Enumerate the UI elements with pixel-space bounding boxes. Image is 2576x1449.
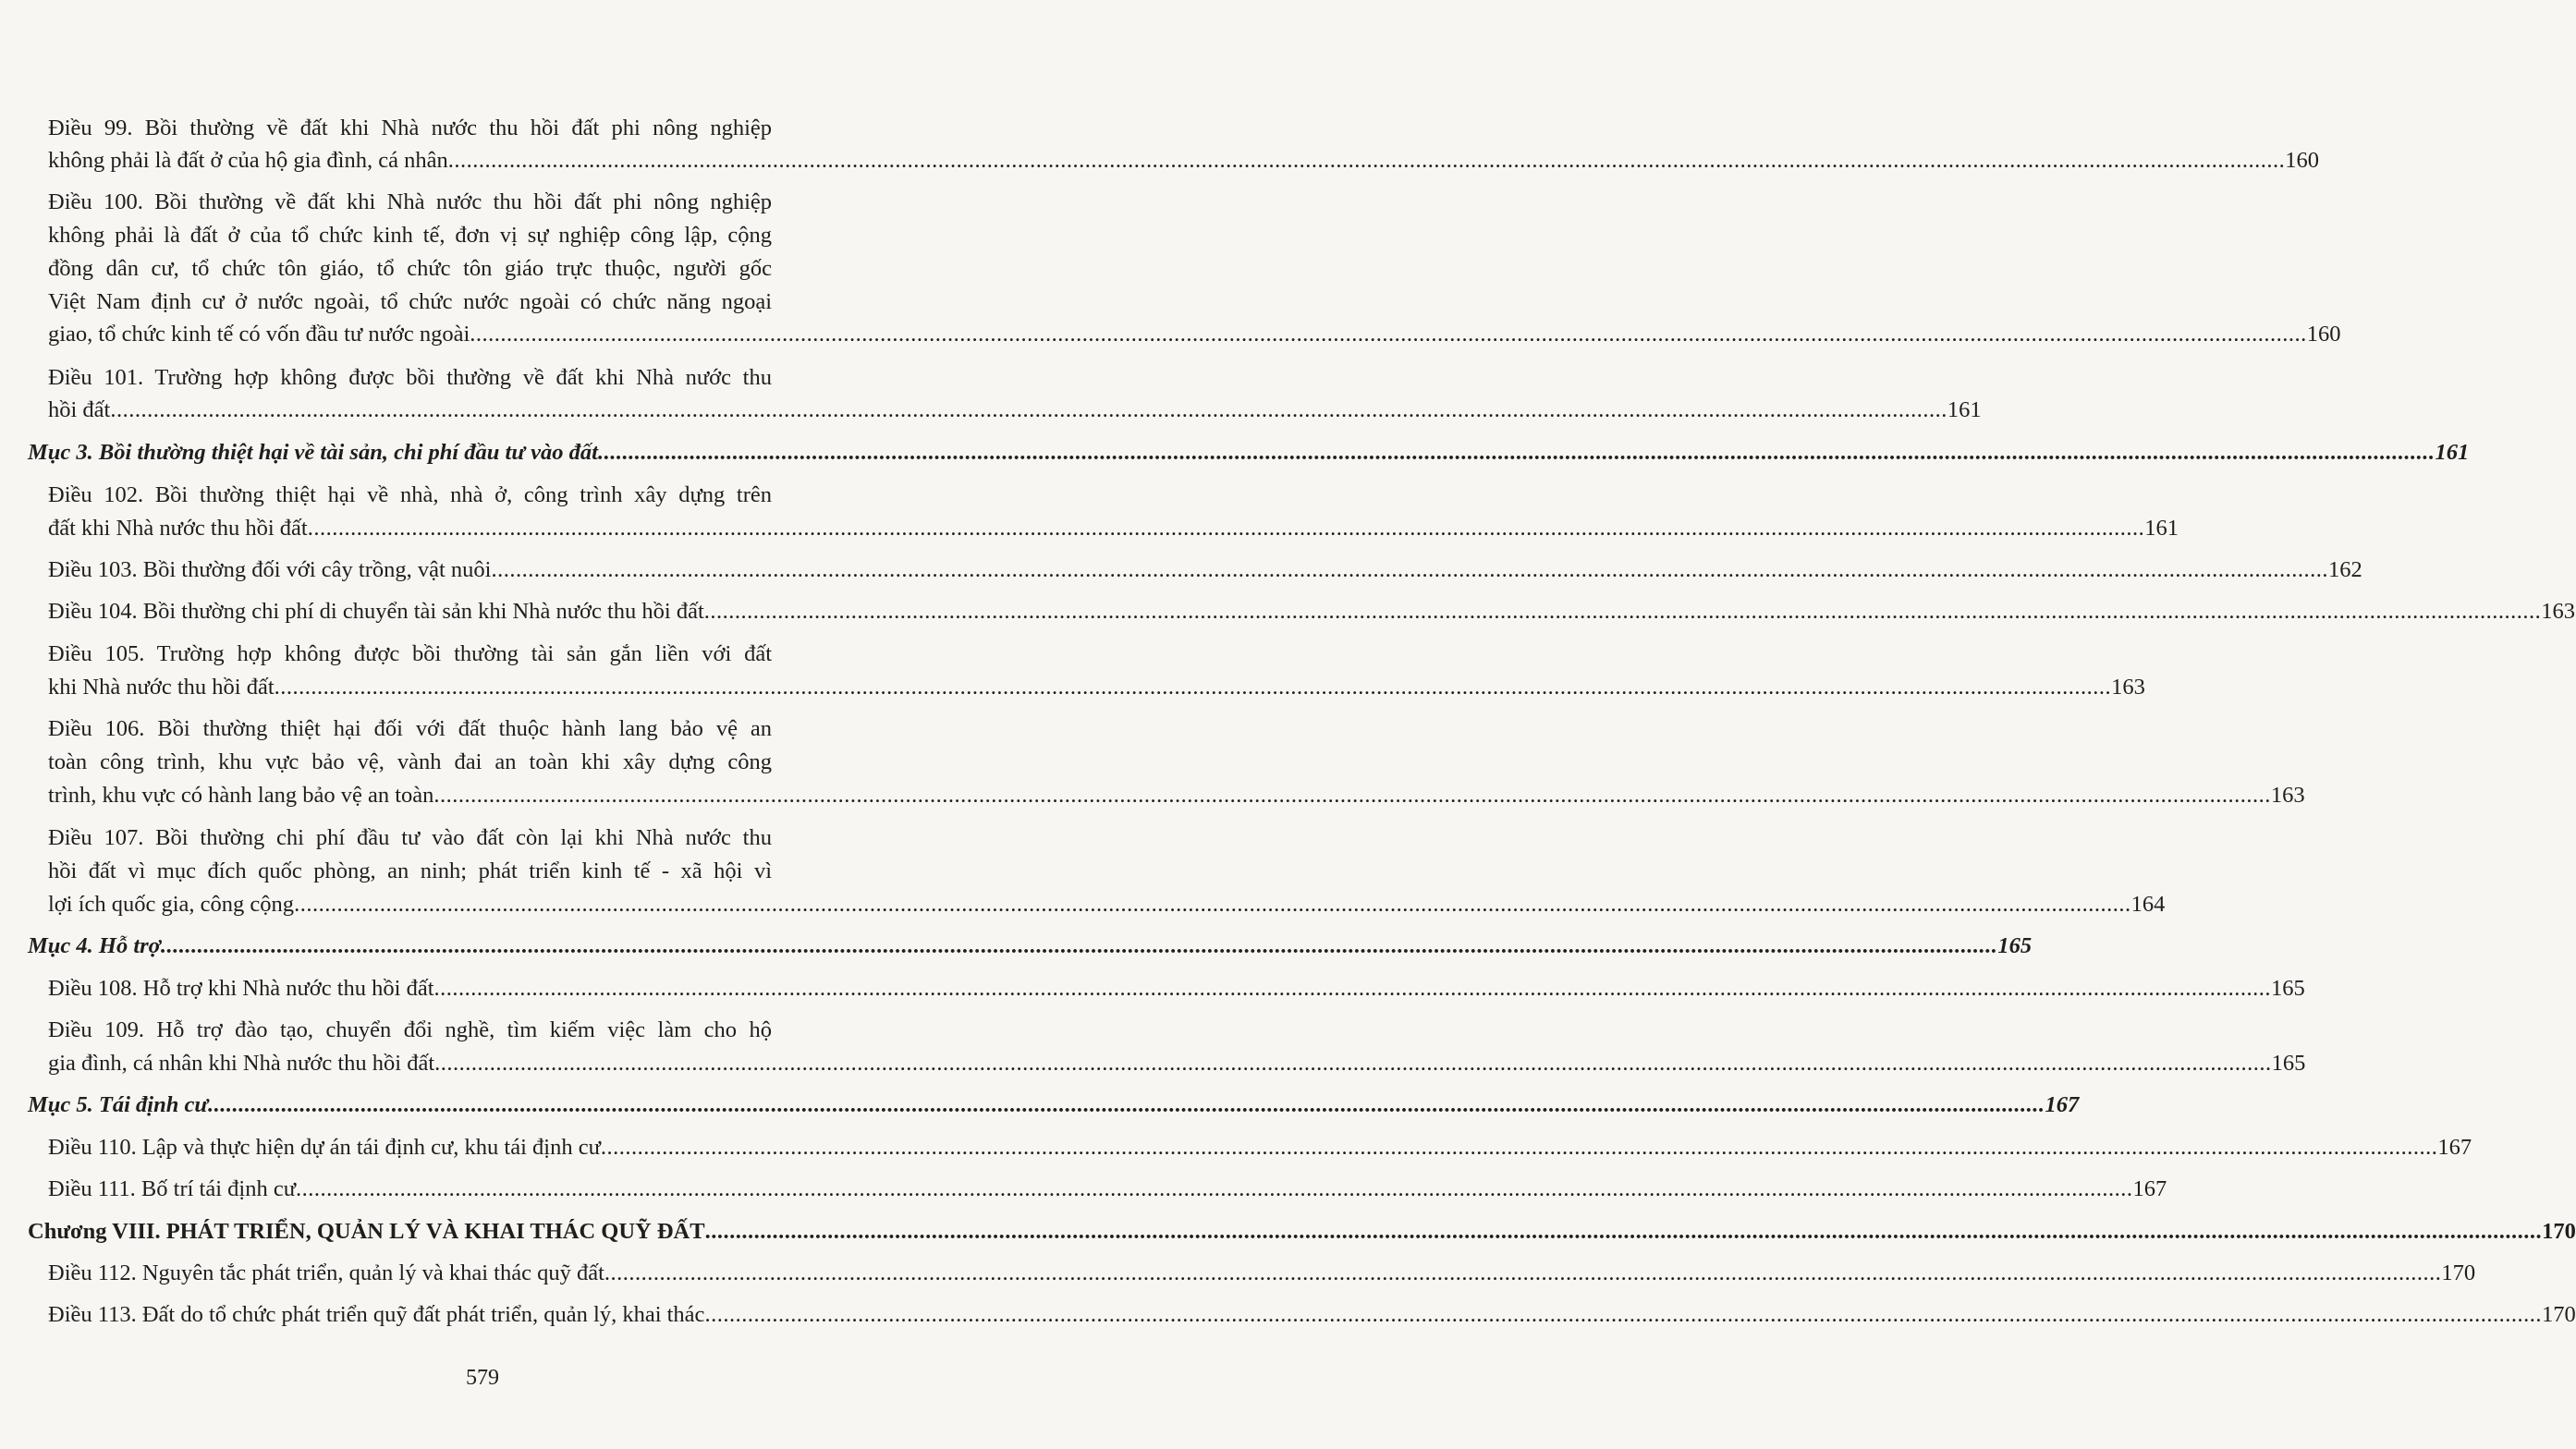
toc-entry-title: khi Nhà nước thu hồi đất [48, 675, 275, 700]
page-number: 579 [466, 1366, 499, 1390]
toc-entry-article [48, 394, 1982, 427]
dot-leader: ............................................................................................................................................................................................................................................................................................................ [703, 599, 2542, 624]
toc-page-number: 165 [1997, 933, 2033, 958]
toc-entry-section [28, 1089, 2080, 1122]
toc-entry-title: lợi ích quốc gia, công cộng [48, 892, 295, 917]
toc-page-number: 167 [2045, 1092, 2080, 1117]
toc-entry-article [48, 671, 2145, 704]
toc-entry-article [48, 512, 2179, 545]
toc-page-number: 170 [2541, 1302, 2576, 1327]
toc-entry-article [48, 779, 2305, 812]
toc-entry-title: Điều 112. Nguyên tắc phát triển, quản lý và khai thác quỹ đất [48, 1260, 604, 1285]
dot-leader: ............................................................................................................................................................................................................................................................................................................ [597, 440, 2436, 465]
toc-entry-line: toàn công trình, khu vực bảo vệ, vành đai an toàn khi xây dựng công [48, 749, 772, 774]
toc-page-number: 163 [2541, 599, 2576, 624]
toc-entry-article [48, 1298, 2576, 1332]
dot-leader: ............................................................................................................................................................................................................................................................................................................ [470, 322, 2307, 347]
toc-page-number: 167 [2437, 1135, 2472, 1160]
toc-entry-title: Mục 3. Bồi thường thiệt hại về tài sản, chi phí đầu tư vào đất [28, 440, 598, 465]
toc-entry-line: Điều 107. Bồi thường chi phí đầu tư vào đất còn lại khi Nhà nước thu [48, 825, 772, 850]
toc-entry-article [48, 888, 2166, 921]
toc-entry-title: hồi đất [48, 397, 111, 422]
dot-leader: ............................................................................................................................................................................................................................................................................................................ [434, 1051, 2272, 1076]
toc-page-number: 160 [2306, 322, 2341, 347]
toc-page-number: 161 [2435, 440, 2470, 465]
toc-entry-title: gia đình, cá nhân khi Nhà nước thu hồi đất [48, 1051, 435, 1076]
toc-entry-section [28, 930, 2033, 963]
toc-entry-title: Điều 108. Hỗ trợ khi Nhà nước thu hồi đất [48, 976, 434, 1001]
dot-leader: ............................................................................................................................................................................................................................................................................................................ [604, 1260, 2442, 1285]
toc-entry-article [48, 1257, 2476, 1290]
dot-leader: ............................................................................................................................................................................................................................................................................................................ [600, 1135, 2438, 1160]
toc-entry-title: đất khi Nhà nước thu hồi đất [48, 516, 308, 541]
toc-entry-article [48, 595, 2576, 628]
toc-entry-line: Điều 109. Hỗ trợ đào tạo, chuyển đổi nghề, tìm kiếm việc làm cho hộ [48, 1017, 772, 1042]
toc-entry-line: Điều 99. Bồi thường về đất khi Nhà nước thu hồi đất phi nông nghiệp [48, 116, 772, 140]
dot-leader: ............................................................................................................................................................................................................................................................................................................ [433, 783, 2271, 808]
dot-leader: ............................................................................................................................................................................................................................................................................................................ [296, 1176, 2133, 1201]
toc-page-number: 162 [2327, 557, 2362, 582]
toc-entry-section [28, 436, 2470, 469]
toc-page-number: 163 [2111, 675, 2145, 700]
toc-page-number: 165 [2271, 976, 2305, 1001]
dot-leader: ............................................................................................................................................................................................................................................................................................................ [433, 976, 2272, 1001]
dot-leader: ............................................................................................................................................................................................................................................................................................................ [160, 933, 1998, 958]
toc-entry-line: Điều 105. Trường hợp không được bồi thường tài sản gắn liền với đất [48, 641, 772, 666]
toc-entry-line: hồi đất vì mục đích quốc phòng, an ninh; phát triển kinh tế - xã hội vì [48, 858, 772, 883]
toc-page-number: 161 [1947, 397, 1982, 422]
toc-page-number: 164 [2130, 892, 2166, 917]
toc-entry-line: Điều 101. Trường hợp không được bồi thường về đất khi Nhà nước thu [48, 365, 772, 390]
toc-entry-title: trình, khu vực có hành lang bảo vệ an toàn [48, 783, 434, 808]
toc-page-number: 165 [2271, 1051, 2306, 1076]
toc-entry-line: Việt Nam định cư ở nước ngoài, tổ chức nước ngoài có chức năng ngoại [48, 289, 772, 314]
toc-entry-chapter [28, 1215, 2576, 1248]
dot-leader: ............................................................................................................................................................................................................................................................................................................ [491, 557, 2328, 582]
toc-entry-article [48, 554, 2362, 587]
toc-page-number: 163 [2270, 783, 2305, 808]
dot-leader: ............................................................................................................................................................................................................................................................................................................ [208, 1092, 2045, 1117]
toc-page-number: 160 [2285, 148, 2319, 173]
toc-entry-line: không phải là đất ở của tổ chức kinh tế, đơn vị sự nghiệp công lập, cộng [48, 223, 772, 248]
dot-leader: ............................................................................................................................................................................................................................................................................................................ [307, 516, 2145, 541]
dot-leader: ............................................................................................................................................................................................................................................................................................................ [704, 1302, 2542, 1327]
toc-entry-title: Chương VIII. PHÁT TRIỂN, QUẢN LÝ VÀ KHAI THÁC QUỸ ĐẤT [28, 1219, 705, 1244]
toc-entry-title: Điều 110. Lập và thực hiện dự án tái định cư, khu tái định cư [48, 1135, 601, 1160]
dot-leader: ............................................................................................................................................................................................................................................................................................................ [704, 1219, 2543, 1244]
toc-entry-title: không phải là đất ở của hộ gia đình, cá nhân [48, 148, 448, 173]
toc-page-number: 170 [2441, 1260, 2476, 1285]
dot-leader: ............................................................................................................................................................................................................................................................................................................ [447, 148, 2286, 173]
toc-entry-line: Điều 102. Bồi thường thiệt hại về nhà, nhà ở, công trình xây dựng trên [48, 482, 772, 507]
toc-entry-article [48, 318, 2341, 351]
toc-entry-title: Điều 104. Bồi thường chi phí di chuyển tài sản khi Nhà nước thu hồi đất [48, 599, 704, 624]
toc-entry-article [48, 972, 2305, 1005]
toc-entry-article [48, 1047, 2306, 1080]
toc-entry-title: Mục 5. Tái định cư [28, 1092, 209, 1117]
dot-leader: ............................................................................................................................................................................................................................................................................................................ [110, 397, 1947, 422]
toc-entry-article [48, 1131, 2472, 1164]
dot-leader: ............................................................................................................................................................................................................................................................................................................ [274, 675, 2112, 700]
toc-entry-article [48, 144, 2319, 177]
toc-entry-title: Điều 103. Bồi thường đối với cây trồng, vật nuôi [48, 557, 492, 582]
toc-page-number: 161 [2144, 516, 2179, 541]
toc-entry-title: Điều 113. Đất do tổ chức phát triển quỹ đất phát triển, quản lý, khai thác [48, 1302, 705, 1327]
toc-page-number: 167 [2132, 1176, 2167, 1201]
toc-entry-title: Mục 4. Hỗ trợ [28, 933, 161, 958]
toc-entry-article [48, 1173, 2167, 1206]
toc-entry-title: giao, tổ chức kinh tế có vốn đầu tư nước ngoài [48, 322, 470, 347]
toc-entry-title: Điều 111. Bố trí tái định cư [48, 1176, 296, 1201]
toc-entry-line: Điều 106. Bồi thường thiệt hại đối với đất thuộc hành lang bảo vệ an [48, 716, 772, 741]
toc-entry-line: đồng dân cư, tổ chức tôn giáo, tổ chức tôn giáo trực thuộc, người gốc [48, 256, 772, 281]
toc-entry-line: Điều 100. Bồi thường về đất khi Nhà nước thu hồi đất phi nông nghiệp [48, 189, 772, 214]
dot-leader: ............................................................................................................................................................................................................................................................................................................ [294, 892, 2131, 917]
toc-page-number: 170 [2542, 1219, 2576, 1244]
